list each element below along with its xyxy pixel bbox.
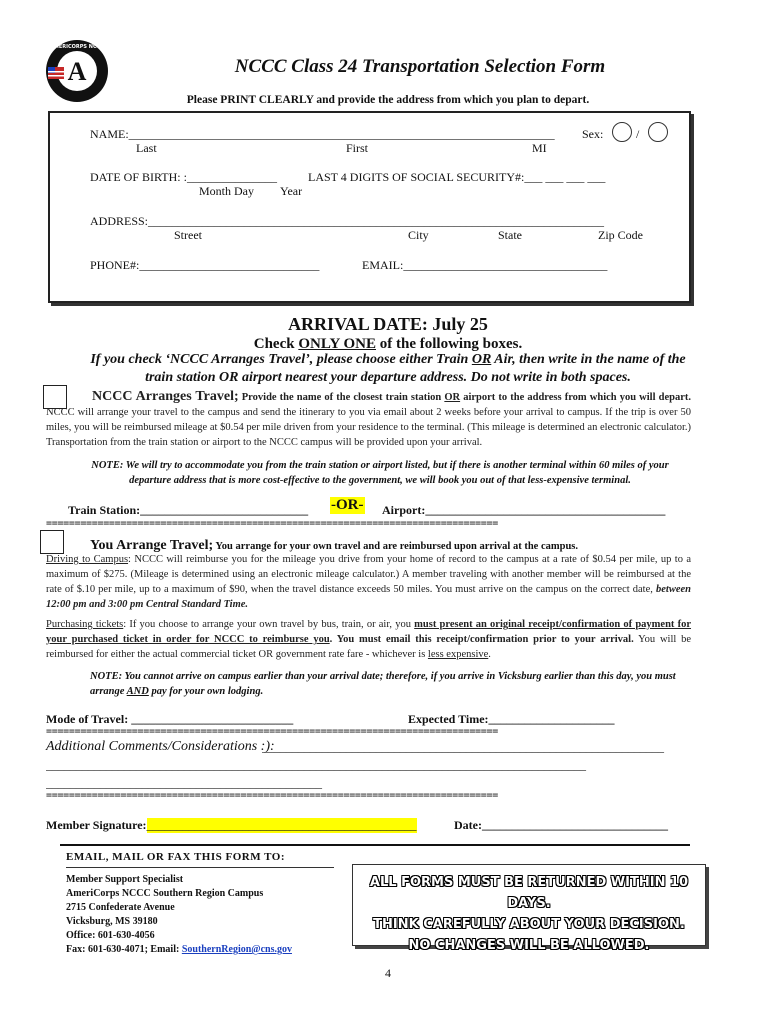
signature-date-field[interactable]: Date:_______________________________ [454,818,668,832]
separator-line: =============================================================================== [46,518,498,529]
comments-line-2[interactable]: __________________________________________________________________________________________ [46,758,586,772]
nccc-arranges-note: NOTE: We will try to accommodate you from the train station or airport listed, but if there is another terminal within 60 miles of your departure address that is more cost-effective to the government, we will book you out of that less-expensive terminal. [91,460,669,486]
phone-field[interactable]: PHONE#:______________________________ [90,258,320,272]
address-field[interactable]: ADDRESS:____________________________________________________________________________ [90,214,605,228]
ssn-field[interactable]: LAST 4 DIGITS OF SOCIAL SECURITY#:___ ___ ___ ___ [308,170,606,184]
train-station-field[interactable]: Train Station:____________________________ [68,503,309,517]
dob-field[interactable]: DATE OF BIRTH: :_______________ [90,170,277,184]
expected-time-field[interactable]: Expected Time:_____________________ [408,712,615,726]
svg-text:A: A [67,57,87,86]
address-sublabel-street: Street [174,228,202,242]
deadline-warning-box: ALL FORMS MUST BE RETURNED WITHIN 10 DAYS. THINK CAREFULLY ABOUT YOUR DECISION. NO CHANGES WILL BE ALLOWED. [352,864,706,946]
sex-option-male[interactable] [612,122,632,142]
arrival-date-heading: ARRIVAL DATE: July 25 [288,314,488,334]
svg-text:AMERICORPS NCCC: AMERICORPS NCCC [50,44,104,50]
address-sublabel-city: City [408,228,429,242]
you-arrange-checkbox[interactable] [40,530,64,554]
mail-to-heading: EMAIL, MAIL OR FAX THIS FORM TO: [66,851,286,863]
mail-to-rule [66,867,334,868]
mailing-address: Member Support Specialist AmeriCorps NCCC Southern Region Campus 2715 Confederate Avenue Vicksburg, MS 39180 Office: 601-630-4056 Fax: 601-630-4071; Email: SouthernRegion@cns.gov [66,874,292,955]
separator-line: =============================================================================== [46,726,498,737]
additional-comments-label: Additional Comments/Considerations :): [46,739,275,754]
name-sublabel-last: Last [136,141,157,155]
purchasing-tickets-section: Purchasing tickets: If you choose to arrange your own travel by bus, train, or air, you must present an original receipt/confirmation of payment for your purchased ticket in order for NCCC to reimburse you. You must email this receipt/confirmation prior to your arrival. You will be reimbursed for either the actual commercial ticket OR government rate fare - whichever is less expensive. [46,619,692,660]
address-sublabel-zip: Zip Code [598,228,643,242]
comments-line-3[interactable]: ______________________________________________ [46,776,322,790]
page-number: 4 [385,966,391,980]
airport-field[interactable]: Airport:________________________________________ [382,503,666,517]
form-subtitle: Please PRINT CLEARLY and provide the address from which you plan to depart. [186,94,590,106]
dob-sublabel-year: Year [280,184,303,198]
signature-row: Member Signature:_____________________________________________ [46,818,417,832]
sex-label: Sex: [582,127,604,141]
name-field[interactable]: NAME:_______________________________________________________________________ [90,127,555,141]
dob-sublabel-month-day: Month Day [199,184,254,198]
separator-line: =============================================================================== [46,790,498,801]
driving-to-campus-section: Driving to Campus: NCCC will reimburse you for the mileage you drive from your home of record to the campus at a rate of $0.54 per mile, up to a maximum of $275. (Mileage is determined using an electronic mileage calculator.) A member traveling with another member will be reimbursed at the rate of $.10 per mile, up to a maximum of $90, when the travel distance exceeds 50 miles. You must arrive on the campus on the correct date, between 12:00 pm and 3:00 pm Central Standard Time. [46,554,691,610]
sex-option-female[interactable] [648,122,668,142]
sex-separator: / [636,127,640,141]
selection-instructions: If you check ‘NCCC Arranges Travel’, please choose either Train OR Air, then write in the name of the train station OR airport nearest your departure address. Do not write in both spaces. [90,352,686,385]
section-divider [60,844,690,846]
name-sublabel-first: First [346,141,369,155]
you-arrange-heading: You Arrange Travel; You arrange for your own travel and are reimbursed upon arrival at the campus. [90,538,579,553]
lodging-note: NOTE: You cannot arrive on campus earlier than your arrival date; therefore, if you arrive in Vicksburg earlier than this day, you must arrange AND pay for your own lodging. [90,671,676,697]
form-title: NCCC Class 24 Transportation Selection Form [234,56,606,77]
nccc-arranges-section: NCCC Arranges Travel; Provide the name of the closest train station OR airport to the address from which you will depart. NCCC will arrange your travel to the campus and send the itinerary to you via email about 2 weeks before your arrival to campus. If the trip is over 50 miles, you will be reimbursed mileage at $0.54 per mile driven from your residence to the terminal. (This mileage is determined an electronic calculator.) Transportation from the train station or airport to the NCCC campus will be provided upon your arrival. [46,389,691,448]
email-link[interactable]: SouthernRegion@cns.gov [181,944,292,955]
email-field[interactable]: EMAIL:__________________________________ [362,258,608,272]
or-label: -OR- [331,497,364,513]
mode-of-travel-field[interactable]: Mode of Travel: ___________________________ [46,712,294,726]
signature-field[interactable]: _____________________________________________ [146,818,417,832]
name-sublabel-mi: MI [532,141,547,155]
check-one-instruction: Check ONLY ONE of the following boxes. [253,336,523,352]
address-sublabel-state: State [498,228,522,242]
comments-line-1[interactable]: ___________________________________________________________________ [262,740,664,754]
